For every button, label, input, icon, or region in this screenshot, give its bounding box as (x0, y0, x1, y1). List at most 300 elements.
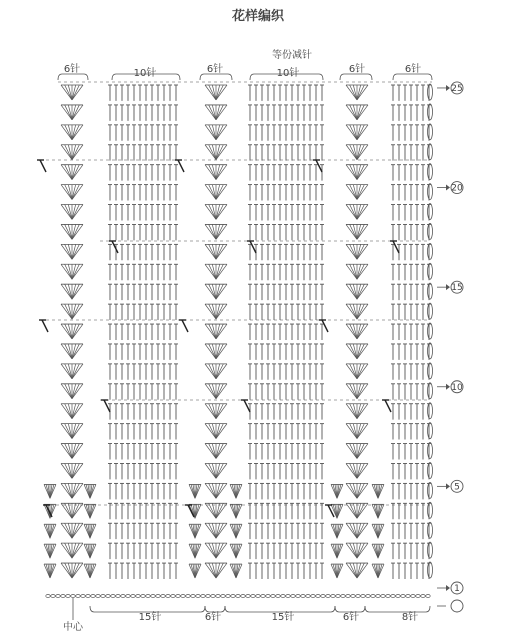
fan-stitch (357, 145, 364, 160)
fan-group (61, 145, 83, 160)
decrease-stitch (313, 160, 322, 172)
fan-stitch (209, 483, 216, 498)
chain-stitch (271, 594, 275, 597)
edge-loop (428, 423, 433, 439)
fan-group (205, 364, 227, 379)
row-marker-bottom (437, 600, 463, 612)
edge-loop (428, 363, 433, 379)
top-label-3: 6针 (206, 64, 224, 75)
chain-stitch (51, 594, 55, 597)
fan-group (61, 165, 83, 180)
chain-stitch (91, 594, 95, 597)
fan-group (346, 463, 368, 478)
decrease-stitch (382, 400, 391, 412)
edge-loop (428, 283, 433, 299)
fan-stitch (357, 185, 364, 200)
fan-group (372, 484, 384, 498)
fan-stitch (209, 205, 216, 220)
fan-stitch (209, 304, 216, 319)
fan-group (205, 324, 227, 339)
fan-group (205, 483, 227, 498)
row-marker (437, 82, 463, 94)
fan-stitch (350, 145, 357, 160)
chain-stitch (106, 594, 110, 597)
fan-stitch (72, 244, 79, 259)
fan-stitch (65, 224, 72, 239)
fan-stitch (350, 224, 357, 239)
fan-group (346, 324, 368, 339)
fan-stitch (65, 563, 72, 578)
row-marker (437, 480, 463, 492)
edge-loop (428, 482, 433, 498)
fan-stitch (357, 324, 364, 339)
fan-group (61, 125, 83, 140)
fan-stitch (357, 364, 364, 379)
fan-stitch (65, 364, 72, 379)
row-marker (437, 281, 463, 293)
top-label-4: 10针 (276, 68, 300, 79)
fan-group (230, 544, 242, 558)
fan-group (44, 504, 56, 518)
bottom-label-3: 15针 (271, 612, 295, 623)
fan-group (346, 165, 368, 180)
fan-stitch (216, 344, 223, 359)
chain-stitch (316, 594, 320, 597)
fan-group (346, 224, 368, 239)
fan-stitch (357, 523, 364, 538)
decrease-stroke (42, 320, 48, 332)
fan-stitch (216, 444, 223, 459)
fan-stitch (209, 424, 216, 439)
fan-stitch (216, 205, 223, 220)
decrease-stroke (393, 241, 399, 253)
chain-stitch (256, 594, 260, 597)
chain-stitch (206, 594, 210, 597)
chain-stitch (216, 594, 220, 597)
foundation-chain (46, 594, 430, 620)
chain-stitch (186, 594, 190, 597)
chain-stitch (101, 594, 105, 597)
fan-group (61, 284, 83, 299)
bottom-label-5: 8针 (401, 612, 419, 623)
decrease-stitch (247, 241, 256, 253)
edge-loop (428, 164, 433, 180)
fan-stitch (72, 304, 79, 319)
fan-group (205, 125, 227, 140)
fan-group (205, 284, 227, 299)
fan-stitch (72, 165, 79, 180)
fan-stitch (209, 284, 216, 299)
decrease-stitch (39, 320, 48, 332)
fan-stitch (65, 185, 72, 200)
chain-stitch (146, 594, 150, 597)
fan-stitch (209, 324, 216, 339)
fan-group (346, 264, 368, 279)
chain-stitch (376, 594, 380, 597)
fan-stitch (209, 344, 216, 359)
fan-stitch (357, 304, 364, 319)
edge-loop (428, 343, 433, 359)
fan-stitch (216, 523, 223, 538)
chain-stitch (66, 594, 70, 597)
fan-stitch (350, 543, 357, 558)
arrow-head (446, 85, 450, 91)
bottom-stitch-labels (63, 610, 418, 633)
fan-stitch (209, 185, 216, 200)
edge-loop (428, 522, 433, 538)
chain-stitch (301, 594, 305, 597)
fan-stitch (216, 145, 223, 160)
fan-stitch (350, 105, 357, 120)
edge-loops (428, 84, 433, 578)
row-marker-label: 25 (451, 83, 463, 94)
fan-stitch (357, 125, 364, 140)
decrease-stitch (390, 241, 399, 253)
chain-stitch (181, 594, 185, 597)
fan-stitch (72, 424, 79, 439)
top-label-1: 6针 (63, 64, 81, 75)
fan-group (372, 524, 384, 538)
decrease-stitch (325, 505, 334, 517)
fan-group (205, 264, 227, 279)
chain-stitch (416, 594, 420, 597)
chain-stitch (76, 594, 80, 597)
fan-stitch (209, 364, 216, 379)
decrease-stitch (37, 160, 46, 172)
fan-group (205, 304, 227, 319)
chain-stitch (281, 594, 285, 597)
chain-stitch (141, 594, 145, 597)
fan-stitch (209, 543, 216, 558)
chain-stitch (371, 594, 375, 597)
fan-group (205, 444, 227, 459)
fan-stitch (209, 224, 216, 239)
fan-stitch (65, 344, 72, 359)
fan-stitch (350, 344, 357, 359)
fan-group (205, 105, 227, 120)
decrease-stroke (250, 241, 256, 253)
fan-stitch (357, 105, 364, 120)
fan-group (84, 544, 96, 558)
fan-group (331, 524, 343, 538)
fan-group (331, 544, 343, 558)
fan-group (44, 524, 56, 538)
fan-stitch (65, 145, 72, 160)
fan-group (346, 304, 368, 319)
fan-stitch (209, 404, 216, 419)
fan-stitch (209, 563, 216, 578)
decrease-stroke (322, 320, 328, 332)
fan-group (61, 543, 83, 558)
fan-stitch (65, 264, 72, 279)
fan-stitch (216, 244, 223, 259)
arrow-head (446, 384, 450, 390)
fan-stitch (65, 284, 72, 299)
fan-stitch (350, 404, 357, 419)
decrease-stitch (101, 400, 110, 412)
fan-group (346, 404, 368, 419)
fan-stitch (216, 503, 223, 518)
fan-group (61, 105, 83, 120)
fan-groups (44, 85, 384, 578)
fan-group (61, 224, 83, 239)
fan-stitch (72, 344, 79, 359)
decrease-stitch (43, 505, 52, 517)
fan-stitch (209, 264, 216, 279)
chain-stitch (331, 594, 335, 597)
fan-group (346, 563, 368, 578)
fan-stitch (72, 483, 79, 498)
fan-group (230, 564, 242, 578)
fan-stitch (209, 244, 216, 259)
fan-stitch (357, 344, 364, 359)
fan-stitch (72, 364, 79, 379)
fan-group (346, 503, 368, 518)
decrease-stroke (385, 400, 391, 412)
fan-stitch (209, 463, 216, 478)
fan-stitch (350, 185, 357, 200)
edge-loop (428, 144, 433, 160)
edge-loop (428, 303, 433, 319)
fan-group (61, 463, 83, 478)
fan-stitch (216, 185, 223, 200)
fan-stitch (350, 264, 357, 279)
fan-stitch (350, 284, 357, 299)
fan-stitch (72, 205, 79, 220)
fan-stitch (350, 444, 357, 459)
fan-group (346, 444, 368, 459)
chain-stitch (211, 594, 215, 597)
decrease-stroke (328, 505, 334, 517)
chain-stitch (296, 594, 300, 597)
chain-stitch (241, 594, 245, 597)
fan-stitch (350, 364, 357, 379)
fan-group (346, 205, 368, 220)
fan-stitch (357, 165, 364, 180)
fan-stitch (72, 125, 79, 140)
fan-group (205, 404, 227, 419)
edge-loop (428, 204, 433, 220)
fan-stitch (65, 424, 72, 439)
fan-stitch (350, 463, 357, 478)
decrease-stroke (40, 160, 46, 172)
decrease-lines (40, 82, 432, 505)
fan-stitch (209, 145, 216, 160)
fan-stitch (65, 523, 72, 538)
chain-stitch (236, 594, 240, 597)
fan-stitch (216, 404, 223, 419)
decrease-stitch (241, 400, 250, 412)
fan-group (61, 444, 83, 459)
chain-stitch (231, 594, 235, 597)
fan-group (189, 524, 201, 538)
fan-group (61, 523, 83, 538)
fan-stitch (209, 503, 216, 518)
fan-group (230, 504, 242, 518)
chain-stitch (151, 594, 155, 597)
fan-group (205, 503, 227, 518)
fan-group (61, 85, 83, 100)
fan-stitch (357, 503, 364, 518)
fan-stitch (357, 463, 364, 478)
fan-group (205, 145, 227, 160)
edge-loop (428, 84, 433, 100)
fan-group (44, 544, 56, 558)
fan-stitch (72, 185, 79, 200)
row-marker-label: 5 (454, 482, 460, 493)
edge-loop (428, 104, 433, 120)
chain-stitch (266, 594, 270, 597)
fan-group (372, 504, 384, 518)
chain-stitch (391, 594, 395, 597)
fan-stitch (216, 284, 223, 299)
fan-group (84, 564, 96, 578)
fan-group (189, 544, 201, 558)
chain-stitch (361, 594, 365, 597)
chain-stitch (406, 594, 410, 597)
fan-stitch (72, 145, 79, 160)
fan-stitch (72, 384, 79, 399)
fan-group (189, 484, 201, 498)
fan-group (346, 543, 368, 558)
fan-stitch (350, 424, 357, 439)
fan-stitch (65, 503, 72, 518)
fan-group (346, 85, 368, 100)
chain-stitch (226, 594, 230, 597)
fan-stitch (209, 523, 216, 538)
row-marker-label: 15 (451, 283, 463, 294)
chain-stitch (81, 594, 85, 597)
chain-stitch (346, 594, 350, 597)
fan-stitch (216, 463, 223, 478)
row-markers (437, 82, 463, 612)
fan-group (346, 244, 368, 259)
fan-stitch (216, 483, 223, 498)
fan-group (346, 125, 368, 140)
fan-stitch (216, 165, 223, 180)
chain-stitch (166, 594, 170, 597)
fan-group (205, 244, 227, 259)
fan-stitch (72, 523, 79, 538)
chain-stitch (336, 594, 340, 597)
fan-group (189, 564, 201, 578)
fan-group (346, 384, 368, 399)
fan-group (346, 145, 368, 160)
arrow-head (446, 585, 450, 591)
decrease-stroke (178, 160, 184, 172)
fan-stitch (357, 404, 364, 419)
fan-stitch (72, 563, 79, 578)
fan-stitch (209, 444, 216, 459)
fan-stitch (65, 463, 72, 478)
chain-stitch (381, 594, 385, 597)
fan-group (61, 205, 83, 220)
fan-group (205, 165, 227, 180)
fan-group (230, 524, 242, 538)
fan-stitch (216, 324, 223, 339)
edge-loop (428, 383, 433, 399)
bottom-label-4: 6针 (342, 612, 360, 623)
fan-group (84, 484, 96, 498)
fan-group (84, 504, 96, 518)
top-label-5: 6针 (348, 64, 366, 75)
fan-group (44, 484, 56, 498)
chain-stitch (161, 594, 165, 597)
center-label: 中心 (63, 622, 83, 633)
chain-stitch (191, 594, 195, 597)
fan-group (61, 324, 83, 339)
chain-stitch (251, 594, 255, 597)
fan-group (230, 484, 242, 498)
chain-stitch (61, 594, 65, 597)
chain-stitch (86, 594, 90, 597)
fan-stitch (216, 304, 223, 319)
edge-loop (428, 223, 433, 239)
fan-stitch (72, 85, 79, 100)
chain-stitch (366, 594, 370, 597)
chain-stitch (71, 594, 75, 597)
chain-stitch (276, 594, 280, 597)
row-marker-label: 20 (451, 183, 463, 194)
fan-group (61, 424, 83, 439)
chain-stitch (326, 594, 330, 597)
fan-stitch (72, 543, 79, 558)
edge-loop (428, 243, 433, 259)
fan-group (84, 524, 96, 538)
fan-stitch (65, 105, 72, 120)
fan-stitch (357, 85, 364, 100)
chain-stitch (311, 594, 315, 597)
edge-loop (428, 184, 433, 200)
top-label-2: 10针 (133, 68, 157, 79)
edge-loop (428, 462, 433, 478)
fan-group (205, 205, 227, 220)
fan-stitch (209, 125, 216, 140)
fan-stitch (72, 324, 79, 339)
fan-stitch (216, 125, 223, 140)
fan-group (346, 424, 368, 439)
fan-group (205, 463, 227, 478)
fan-group (346, 105, 368, 120)
fan-stitch (72, 463, 79, 478)
fan-stitch (65, 205, 72, 220)
fan-stitch (216, 224, 223, 239)
chain-stitch (351, 594, 355, 597)
top-stitch-labels (64, 62, 421, 79)
chain-stitch (96, 594, 100, 597)
fan-group (205, 424, 227, 439)
edge-loop (428, 542, 433, 558)
fan-stitch (72, 224, 79, 239)
fan-stitch (216, 424, 223, 439)
fan-stitch (350, 85, 357, 100)
fan-group (205, 85, 227, 100)
fan-stitch (72, 105, 79, 120)
edge-loop (428, 124, 433, 140)
edge-loop (428, 443, 433, 459)
fan-group (346, 185, 368, 200)
chain-stitch (156, 594, 160, 597)
chain-stitch (261, 594, 265, 597)
decrease-stitch (319, 320, 328, 332)
fan-stitch (65, 404, 72, 419)
row-marker-circle (451, 600, 463, 612)
fan-stitch (350, 523, 357, 538)
fan-stitch (357, 284, 364, 299)
top-note: 等份减针 (272, 50, 312, 61)
fan-stitch (357, 384, 364, 399)
fan-stitch (65, 324, 72, 339)
